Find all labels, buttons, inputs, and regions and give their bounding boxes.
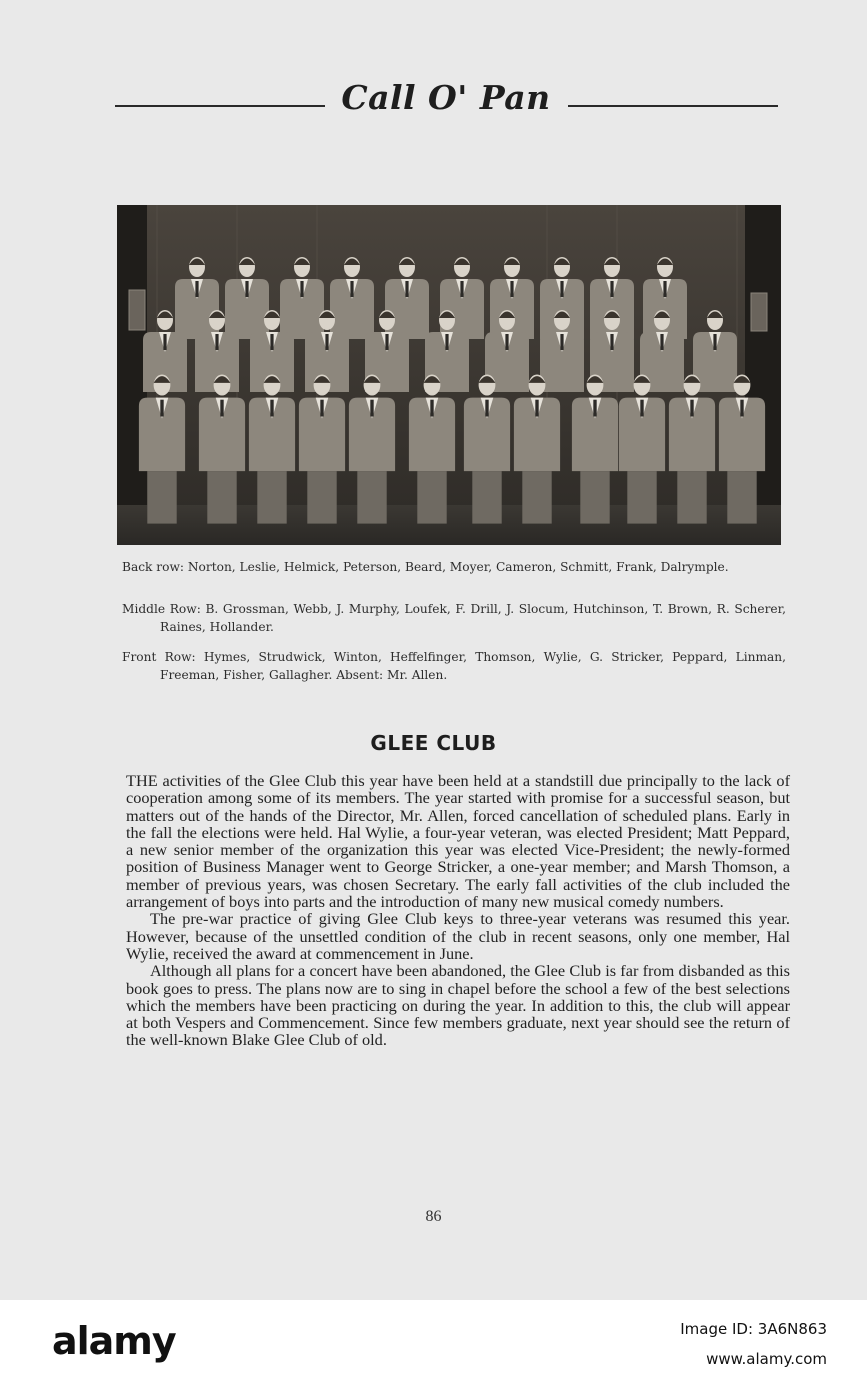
- header-rule-left: [115, 105, 325, 107]
- caption-back-row: Back row: Norton, Leslie, Helmick, Peterson, Beard, Moyer, Cameron, Schmitt, Frank, Dalrymple.: [122, 560, 729, 574]
- image-id: Image ID: 3A6N863: [680, 1320, 827, 1338]
- group-photo-icon: [117, 205, 781, 545]
- brand-logo: alamy: [52, 1319, 176, 1363]
- page-number: 86: [425, 1208, 442, 1225]
- page-header: [112, 78, 780, 122]
- watermark-bar: [0, 1300, 867, 1390]
- article-paragraph: THE activities of the Glee Club this year have been held at a standstill due principally to the lack of cooperation among some of its members. The year started with promise for a successful season, but matters out of the hands of the Director, Mr. Allen, forced cancellation of scheduled plans. Early in the fall the elections were held. Hal Wylie, a four-year veteran, was elected President; Matt Peppard, a new senior member of the organization this year was elected Vice-President; the newly-formed position of Business Manager went to George Stricker, a one-year member; and Marsh Thomson, a member of previous years, was chosen Secretary. The early fall activities of the club included the arrangement of boys into parts and the introduction of many new musical comedy numbers.: [126, 771, 790, 912]
- article-paragraph: The pre-war practice of giving Glee Club keys to three-year veterans was resumed this year. However, because of the unsettled condition of the club in recent seasons, only one member, Hal Wylie, received the award at commencement in June.: [126, 909, 790, 963]
- site-url: www.alamy.com: [706, 1350, 827, 1368]
- page-header-title: Call O' Pan: [341, 78, 551, 117]
- article-body: [126, 772, 790, 1049]
- caption-front-row: Front Row: Hymes, Strudwick, Winton, Heffelfinger, Thomson, Wylie, G. Stricker, Peppard, Linman, Freeman, Fisher, Gallagher. Absent: Mr. Allen.: [122, 650, 786, 682]
- article-paragraph: Although all plans for a concert have been abandoned, the Glee Club is far from disbanded as this book goes to press. The plans now are to sing in chapel before the school a few of the best selections which the members have been practicing on during the year. In addition to this, the club will appear at both Vespers and Commencement. Since few members graduate, next year should see the return of the well-known Blake Glee Club of old.: [126, 961, 790, 1050]
- header-rule-right: [568, 105, 778, 107]
- caption-middle-row: Middle Row: B. Grossman, Webb, J. Murphy, Loufek, F. Drill, J. Slocum, Hutchinson, T. Brown, R. Scherer, Raines, Hollander.: [122, 602, 786, 634]
- section-heading: GLEE CLUB: [370, 731, 497, 755]
- group-photo: [117, 205, 781, 545]
